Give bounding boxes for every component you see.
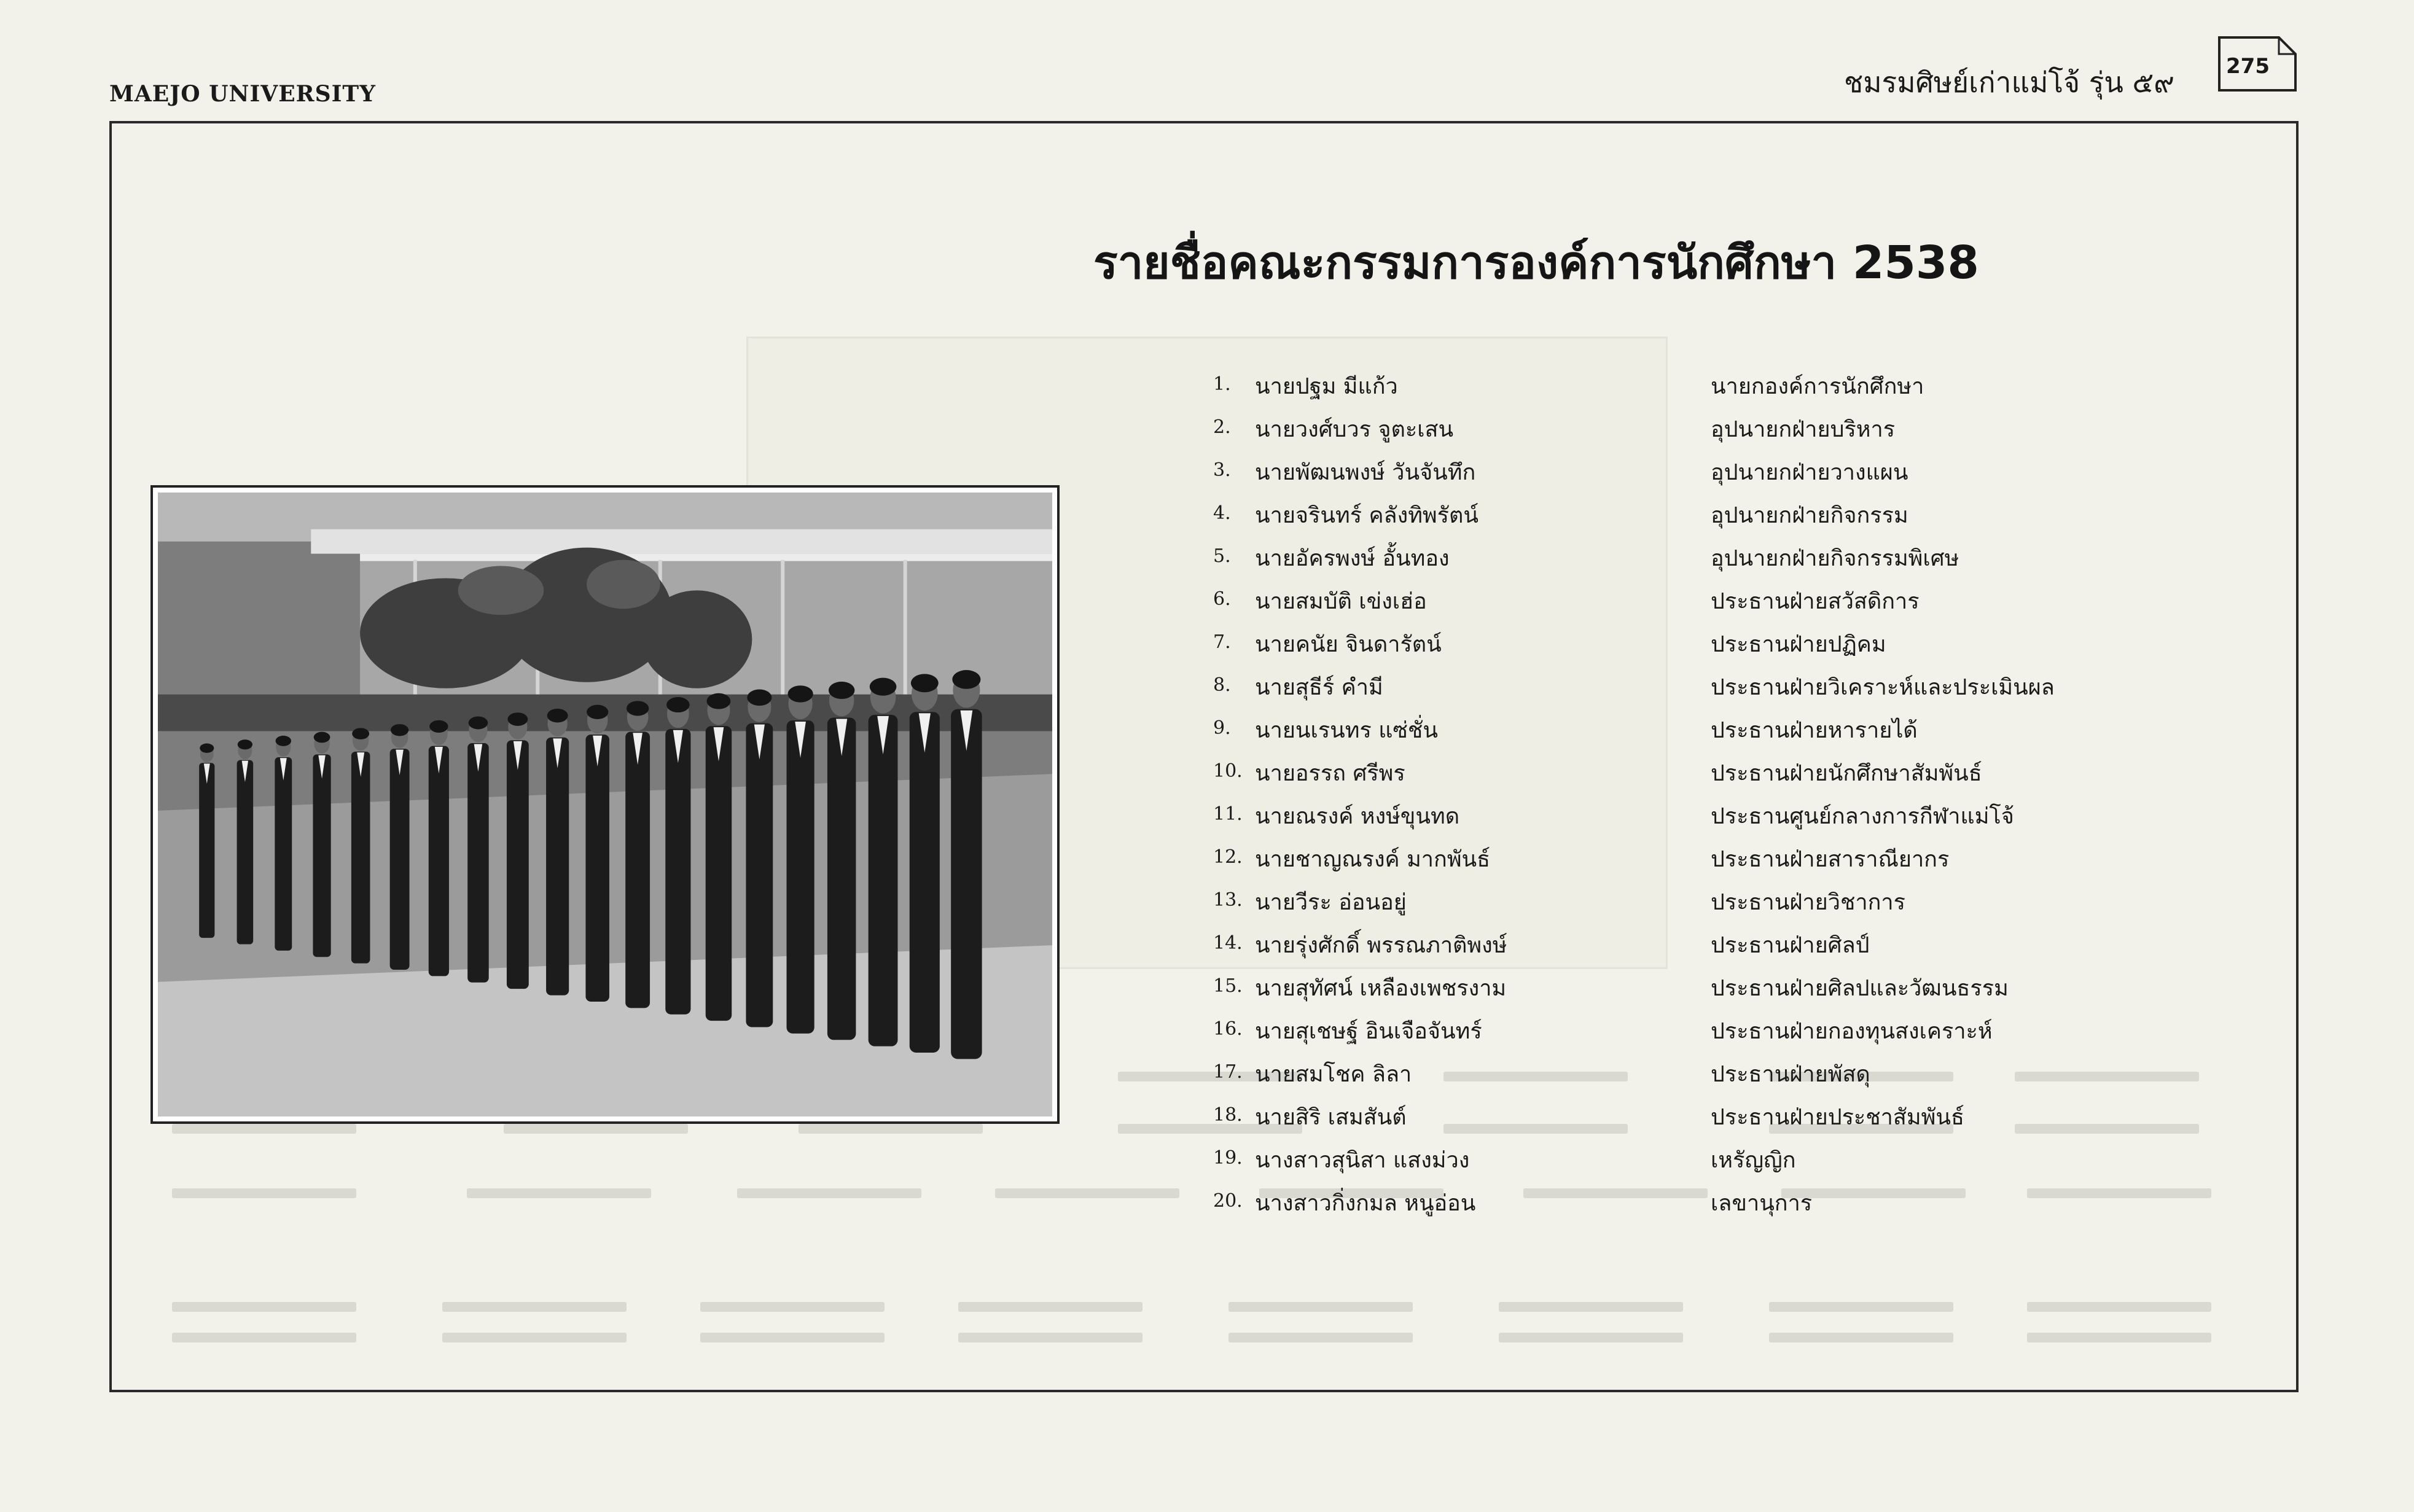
member-number: 16. [1213,1018,1243,1040]
member-role: เหรัญญิก [1711,1148,1796,1173]
show-through-mark [1228,1302,1413,1312]
member-name: นายวีระ อ่อนอยู่ [1255,890,1407,915]
show-through-mark [442,1302,627,1312]
member-name: นายณรงค์ หงษ์ขุนทด [1255,804,1460,829]
member-number: 11. [1213,803,1243,825]
person-figure [237,739,254,944]
member-row [1213,620,2171,663]
member-role: ประธานฝ่ายสาราณียากร [1711,847,1950,872]
member-row [1213,448,2171,491]
member-role: ประธานฝ่ายศิลป์ [1711,933,1870,958]
member-number: 1. [1213,373,1231,395]
member-row [1213,792,2171,835]
person-figure [746,689,773,1027]
person-figure [390,724,410,970]
show-through-mark [172,1124,356,1134]
member-row [1213,534,2171,577]
member-role: ประธานฝ่ายกองทุนสงเคราะห์ [1711,1019,1993,1044]
show-through-mark [2027,1333,2211,1342]
show-through-mark [1769,1302,1953,1312]
member-role: อุปนายกฝ่ายบริหาร [1711,417,1896,442]
member-number: 6. [1213,588,1231,610]
member-number: 10. [1213,760,1243,782]
member-row [1213,1007,2171,1050]
person-figure [787,685,814,1034]
member-row [1213,878,2171,921]
member-name: นายคนัย จินดารัตน์ [1255,632,1442,657]
member-role: ประธานฝ่ายประชาสัมพันธ์ [1711,1105,1964,1130]
member-number: 9. [1213,717,1231,739]
person-figure [625,701,650,1008]
member-role: ประธานฝ่ายสวัสดิการ [1711,589,1920,614]
show-through-mark [2027,1302,2211,1312]
show-through-mark [958,1333,1143,1342]
committee-group-photo [150,485,1060,1124]
member-name: นายสิริ เสมสันต์ [1255,1105,1407,1130]
member-row [1213,663,2171,706]
person-figure [910,674,940,1053]
member-role: อุปนายกฝ่ายวางแผน [1711,460,1908,485]
member-number: 20. [1213,1190,1243,1212]
person-figure [665,697,690,1015]
member-name: นายสุทัศน์ เหลืองเพชรงาม [1255,976,1507,1001]
member-name: นายจรินทร์ คลังทิพรัตน์ [1255,503,1478,528]
member-role: อุปนายกฝ่ายกิจกรรม [1711,503,1908,528]
member-role: ประธานฝ่ายพัสดุ [1711,1062,1870,1087]
member-row [1213,362,2171,405]
member-name: นายรุ่งศักดิ์ พรรณภาติพงษ์ [1255,933,1507,958]
page-number-tab [2217,36,2297,92]
member-role: ประธานฝ่ายวิเคราะห์และประเมินผล [1711,675,2055,700]
member-role: ประธานฝ่ายหารายได้ [1711,718,1918,743]
member-number: 3. [1213,459,1231,481]
person-figure [585,705,609,1002]
show-through-mark [1228,1333,1413,1342]
member-row [1213,405,2171,448]
member-row [1213,964,2171,1007]
member-number: 7. [1213,631,1231,653]
show-through-mark [737,1188,921,1198]
member-row [1213,835,2171,878]
show-through-mark [1499,1333,1683,1342]
member-role: ประธานศูนย์กลางการกีฬาแม่โจ้ [1711,804,2014,829]
show-through-mark [172,1188,356,1198]
show-through-mark [799,1124,983,1134]
member-name: นางสาวกิ่งกมล หนูอ่อน [1255,1191,1476,1216]
alumni-club-header: ชมรมศิษย์เก่าแม่โจ้ รุ่น ๕๙ [1844,66,2174,99]
member-role: ประธานฝ่ายวิชาการ [1711,890,1905,915]
member-number: 2. [1213,416,1231,438]
show-through-mark [995,1188,1179,1198]
person-figure [467,716,489,982]
member-number: 15. [1213,975,1243,997]
show-through-mark [958,1302,1143,1312]
show-through-mark [467,1188,651,1198]
member-number: 12. [1213,846,1243,868]
member-name: นายอรรถ ศรีพร [1255,761,1405,786]
show-through-mark [172,1333,356,1342]
member-name: นายพัฒนพงษ์ วันจันทึก [1255,460,1476,485]
publication-header: MAEJO UNIVERSITY [109,81,376,107]
member-row [1213,491,2171,534]
person-figure [429,720,449,976]
member-name: นายนเรนทร แซ่ชั่น [1255,718,1438,743]
person-figure [869,678,898,1046]
member-row [1213,706,2171,749]
group-photo-icon [158,493,1052,1116]
page-title: รายชื่อคณะกรรมการองค์การนักศึกษา 2538 [1093,236,1979,289]
member-row [1213,1093,2171,1136]
person-figure [827,682,856,1040]
person-figure [706,693,732,1021]
show-through-mark [442,1333,627,1342]
person-figure [351,728,370,963]
member-row [1213,921,2171,964]
person-figure [313,732,330,957]
person-figure [546,709,569,996]
person-figure [275,736,292,951]
member-role: นายกองค์การนักศึกษา [1711,374,1924,399]
member-number: 14. [1213,932,1243,954]
person-figure [951,670,982,1059]
member-number: 4. [1213,502,1231,524]
member-number: 8. [1213,674,1231,696]
member-row [1213,577,2171,620]
show-through-mark [172,1302,356,1312]
show-through-mark [1769,1333,1953,1342]
member-role: ประธานฝ่ายศิลปและวัฒนธรรม [1711,976,2009,1001]
member-row [1213,1179,2171,1222]
member-name: นายชาญณรงค์ มากพันธ์ [1255,847,1491,872]
member-name: นายสุเชษฐ์ อินเจือจันทร์ [1255,1019,1482,1044]
member-name: นายสมโชค ลิลา [1255,1062,1412,1087]
member-row [1213,1136,2171,1179]
member-role: ประธานฝ่ายนักศึกษาสัมพันธ์ [1711,761,1982,786]
member-row [1213,1050,2171,1093]
member-number: 5. [1213,545,1231,567]
committee-member-list [1213,362,2171,1222]
member-name: นายอัครพงษ์ อั้นทอง [1255,546,1450,571]
member-role: เลขานุการ [1711,1191,1813,1216]
member-number: 17. [1213,1061,1243,1083]
member-role: ประธานฝ่ายปฏิคม [1711,632,1886,657]
member-name: นางสาวสุนิสา แสงม่วง [1255,1148,1470,1173]
page-number: 275 [2226,54,2270,79]
member-number: 13. [1213,889,1243,911]
member-name: นายสมบัติ เข่งเฮ่อ [1255,589,1427,614]
member-name: นายสุธีร์ คำมี [1255,675,1383,700]
member-name: นายวงศ์บวร จูตะเสน [1255,417,1454,442]
show-through-mark [700,1302,885,1312]
member-name: นายปฐม มีแก้ว [1255,374,1398,399]
show-through-mark [700,1333,885,1342]
show-through-mark [1499,1302,1683,1312]
member-number: 19. [1213,1147,1243,1169]
member-row [1213,749,2171,792]
person-figure [507,712,529,989]
member-role: อุปนายกฝ่ายกิจกรรมพิเศษ [1711,546,1959,571]
person-figure [199,743,214,938]
member-number: 18. [1213,1104,1243,1126]
show-through-mark [504,1124,688,1134]
